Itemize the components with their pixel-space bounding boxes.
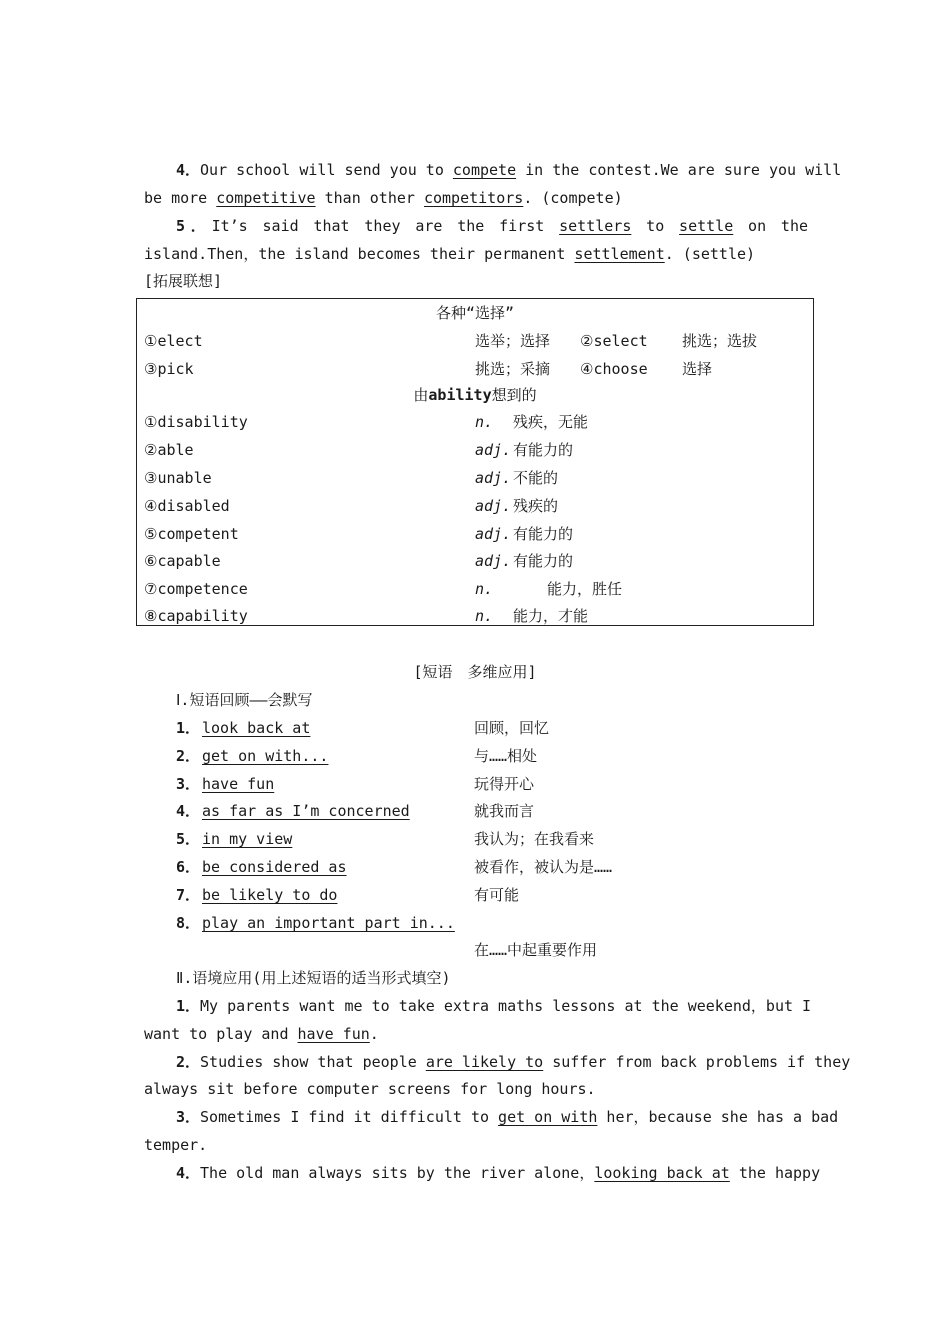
question-2-line-1: 2．Studies show that people are likely to suffer from back problems if they <box>176 1053 851 1071</box>
answer-competitive: competitive <box>216 189 316 207</box>
question-1-line-2: want to play and have fun. <box>144 1025 379 1043</box>
document-page: 4．Our school will send you to compete in the contest.We are sure you will be more competitive than other competitors. (compete) 5．It’s said that they are the first settlers to settle on the island.Then，the island becomes their permanent settlement. (settle) [拓展联想] 各种“选择” ①elect 选举；选择 ②select 挑选；选拔 ③pick 挑选；采摘 ④choose 选择 由ability想到的 ①disability n. 残疾，无能 ②able adj. 有能力的 ③unable adj. 不能的 ④disabled adj. 残疾的 ⑤competent adj. 有能力的 ⑥capable adj. 有能力的 ⑦competence n. 能力，胜任 ⑧capability n. 能力，才能 [短语 多维应用] Ⅰ.短语回顾——会默写 1． look back at 回顾，回忆 2． get on with... 与……相处 3． have fun 玩得开心 4． as far as I’m concerned 就我而言 5． in my view 我认为；在我看来 6． be considered as 被看作，被认为是…… 7． be likely to do 有可能 8． play an important part in... 在……中起重要作用 Ⅱ.语境应用(用上述短语的适当形式填空) 1．My parents want me to take extra maths lessons at the weekend，but I want to play and have fun. 2．Studies show that people are likely to suffer from back problems if they always sit before computer screens for long hours. 3．Sometimes I find it difficult to get on with her，because she has a bad temper. 4．The old man always sits by the river alone，looking back at the happy <box>0 0 950 1344</box>
word-association-box: 各种“选择” ①elect 选举；选择 ②select 挑选；选拔 ③pick 挑选；采摘 ④choose 选择 由ability想到的 ①disability n. 残疾，无能 ②able adj. 有能力的 ③unable adj. 不能的 ④disabled adj. 残疾的 ⑤competent adj. 有能力的 ⑥capable adj. 有能力的 ⑦competence n. 能力，胜任 ⑧capability n. 能力，才能 <box>136 298 814 626</box>
answer-get-on-with: get on with <box>498 1108 598 1126</box>
question-2-line-2: always sit before computer screens for long hours. <box>144 1080 596 1098</box>
item-4-line-2: be more competitive than other competitors. (compete) <box>144 189 623 207</box>
question-3-line-1: 3．Sometimes I find it difficult to get on with her，because she has a bad <box>176 1108 839 1126</box>
box-heading-choose: 各种“选择” <box>435 304 515 322</box>
item-5-line-1: 5．It’s said that they are the first settlers to settle on the <box>176 217 809 235</box>
answer-competitors: competitors <box>423 189 524 207</box>
expand-label: [拓展联想] <box>144 272 223 290</box>
item-4-line-1: 4．Our school will send you to compete in the contest.We are sure you will <box>176 161 842 179</box>
answer-settle: settle <box>679 217 734 235</box>
answer-are-likely-to: are likely to <box>425 1053 544 1071</box>
answer-have-fun: have fun <box>297 1025 370 1043</box>
part1-title: Ⅰ.短语回顾——会默写 <box>176 691 313 709</box>
question-1-line-1: 1．My parents want me to take extra maths lessons at the weekend，but I <box>176 997 812 1015</box>
box-heading-ability: 由ability想到的 <box>413 386 537 404</box>
item-5-line-2: island.Then，the island becomes their permanent settlement. (settle) <box>144 245 756 263</box>
question-4-line-1: 4．The old man always sits by the river alone，looking back at the happy <box>176 1164 821 1182</box>
part2-title: Ⅱ.语境应用(用上述短语的适当形式填空) <box>176 969 451 987</box>
answer-settlers: settlers <box>559 217 632 235</box>
section-title: [短语 多维应用] <box>413 663 537 681</box>
answer-looking-back-at: looking back at <box>594 1164 730 1182</box>
answer-settlement: settlement <box>574 245 665 263</box>
answer-compete: compete <box>452 161 517 179</box>
question-3-line-2: temper. <box>144 1136 208 1154</box>
